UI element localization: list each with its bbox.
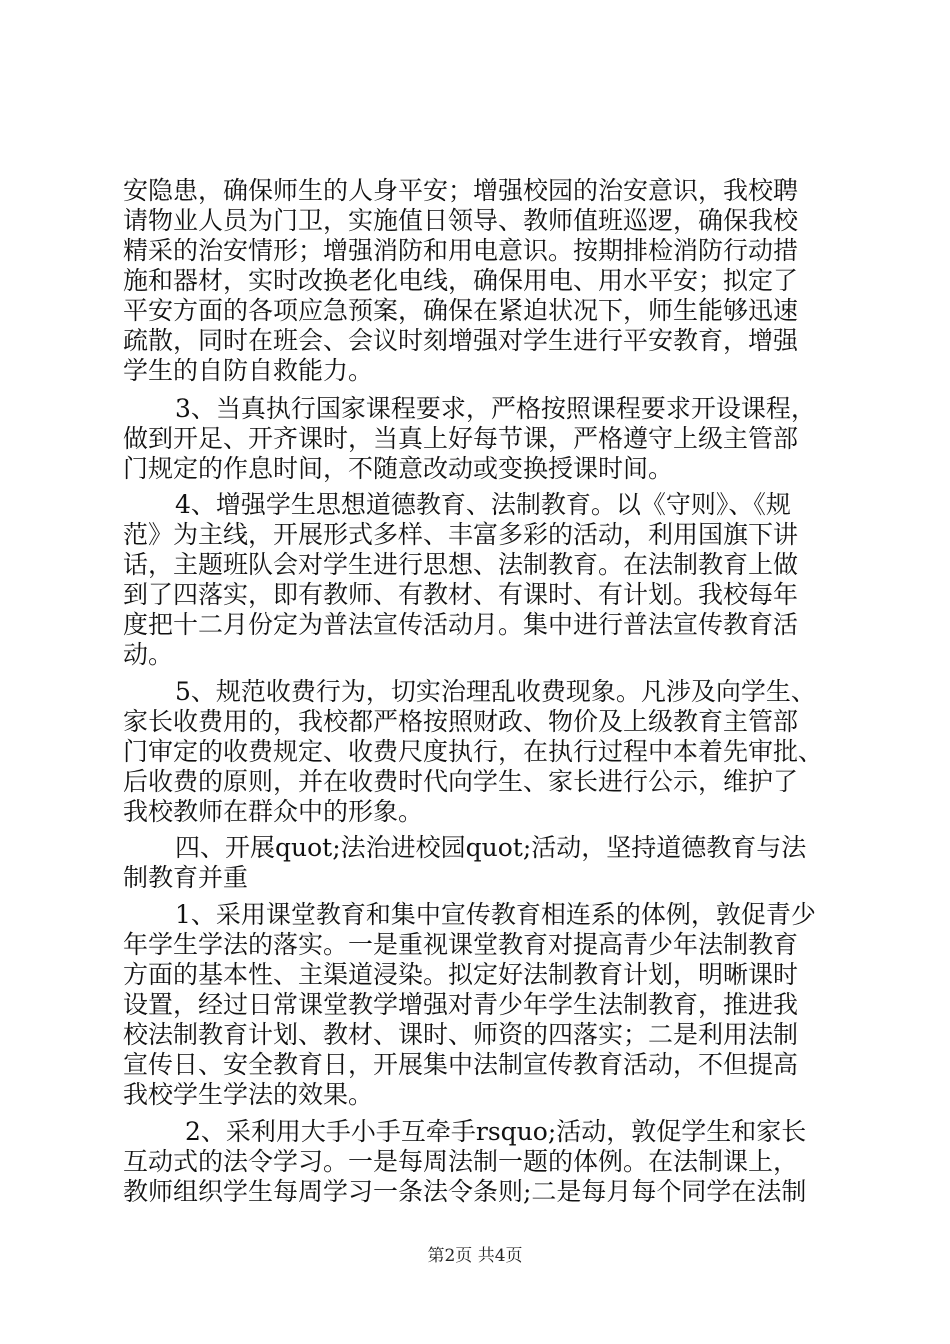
body-line-5: 平安方面的各项应急预案，确保在紧迫状况下，师生能够迅速 (123, 296, 799, 325)
paragraph-3-line-2: 做到开足、开齐课时，当真上好每节课，严格遵守上级主管部 (123, 424, 799, 453)
section-4-heading-line-1: 四、开展quot;法治进校园quot;活动，坚持道德教育与法 (175, 833, 807, 862)
page-footer: 第2页 共4页 (427, 1246, 523, 1266)
section-4-item-2-line-2: 互动式的法令学习。一是每周法制一题的体例。在法制课上， (123, 1147, 799, 1176)
paragraph-4-line-4: 到了四落实，即有教师、有教材、有课时、有计划。我校每年 (123, 580, 799, 609)
section-4-item-1-line-5: 校法制教育计划、教材、课时、师资的四落实；二是利用法制 (123, 1020, 799, 1049)
paragraph-5-line-5: 我校教师在群众中的形象。 (123, 797, 424, 826)
paragraph-5-line-2: 家长收费用的，我校都严格按照财政、物价及上级教育主管部 (123, 707, 799, 736)
section-4-item-1-line-4: 设置，经过日常课堂教学增强对青少年学生法制教育，推进我 (123, 990, 799, 1019)
body-line-6: 疏散，同时在班会、会议时刻增强对学生进行平安教育，增强 (123, 326, 799, 355)
paragraph-4-line-3: 话，主题班队会对学生进行思想、法制教育。在法制教育上做 (123, 550, 799, 579)
section-4-item-1-line-1: 1、采用课堂教育和集中宣传教育相连系的体例，敦促青少 (175, 900, 816, 929)
section-4-item-1-line-3: 方面的基本性、主渠道浸染。拟定好法制教育计划，明晰课时 (123, 960, 799, 989)
paragraph-4-line-1: 4、增强学生思想道德教育、法制教育。以《守则》、《规 (175, 490, 791, 519)
paragraph-3-line-1: 3、当真执行国家课程要求，严格按照课程要求开设课程， (175, 394, 816, 423)
paragraph-3-line-3: 门规定的作息时间，不随意改动或变换授课时间。 (123, 454, 674, 483)
paragraph-4-line-5: 度把十二月份定为普法宣传活动月。集中进行普法宣传教育活 (123, 610, 799, 639)
section-4-item-1-line-7: 我校学生学法的效果。 (123, 1080, 374, 1109)
section-4-item-1-line-6: 宣传日、安全教育日，开展集中法制宣传教育活动，不但提高 (123, 1050, 799, 1079)
section-4-item-2-line-1: 2、采利用大手小手互牵手rsquo;活动，敦促学生和家长 (185, 1117, 807, 1146)
section-4-heading-line-2: 制教育并重 (123, 863, 249, 892)
paragraph-5-line-4: 后收费的原则，并在收费时代向学生、家长进行公示，维护了 (123, 767, 799, 796)
paragraph-4-line-6: 动。 (123, 640, 174, 669)
paragraph-5-line-1: 5、规范收费行为，切实治理乱收费现象。凡涉及向学生、 (175, 677, 816, 706)
paragraph-5-line-3: 门审定的收费规定、收费尺度执行，在执行过程中本着先审批、 (123, 737, 824, 766)
body-line-3: 精采的治安情形；增强消防和用电意识。按期排检消防行动措 (123, 236, 799, 265)
paragraph-4-line-2: 范》为主线，开展形式多样、丰富多彩的活动，利用国旗下讲 (123, 520, 799, 549)
section-4-item-1-line-2: 年学生学法的落实。一是重视课堂教育对提高青少年法制教育 (123, 930, 799, 959)
body-line-4: 施和器材，实时改换老化电线，确保用电、用水平安；拟定了 (123, 266, 799, 295)
body-line-2: 请物业人员为门卫，实施值日领导、教师值班巡逻，确保我校 (123, 206, 799, 235)
body-line-1: 安隐患，确保师生的人身平安；增强校园的治安意识，我校聘 (123, 176, 799, 205)
section-4-item-2-line-3: 教师组织学生每周学习一条法令条则;二是每月每个同学在法制 (123, 1177, 807, 1206)
body-line-7: 学生的自防自救能力。 (123, 356, 374, 385)
